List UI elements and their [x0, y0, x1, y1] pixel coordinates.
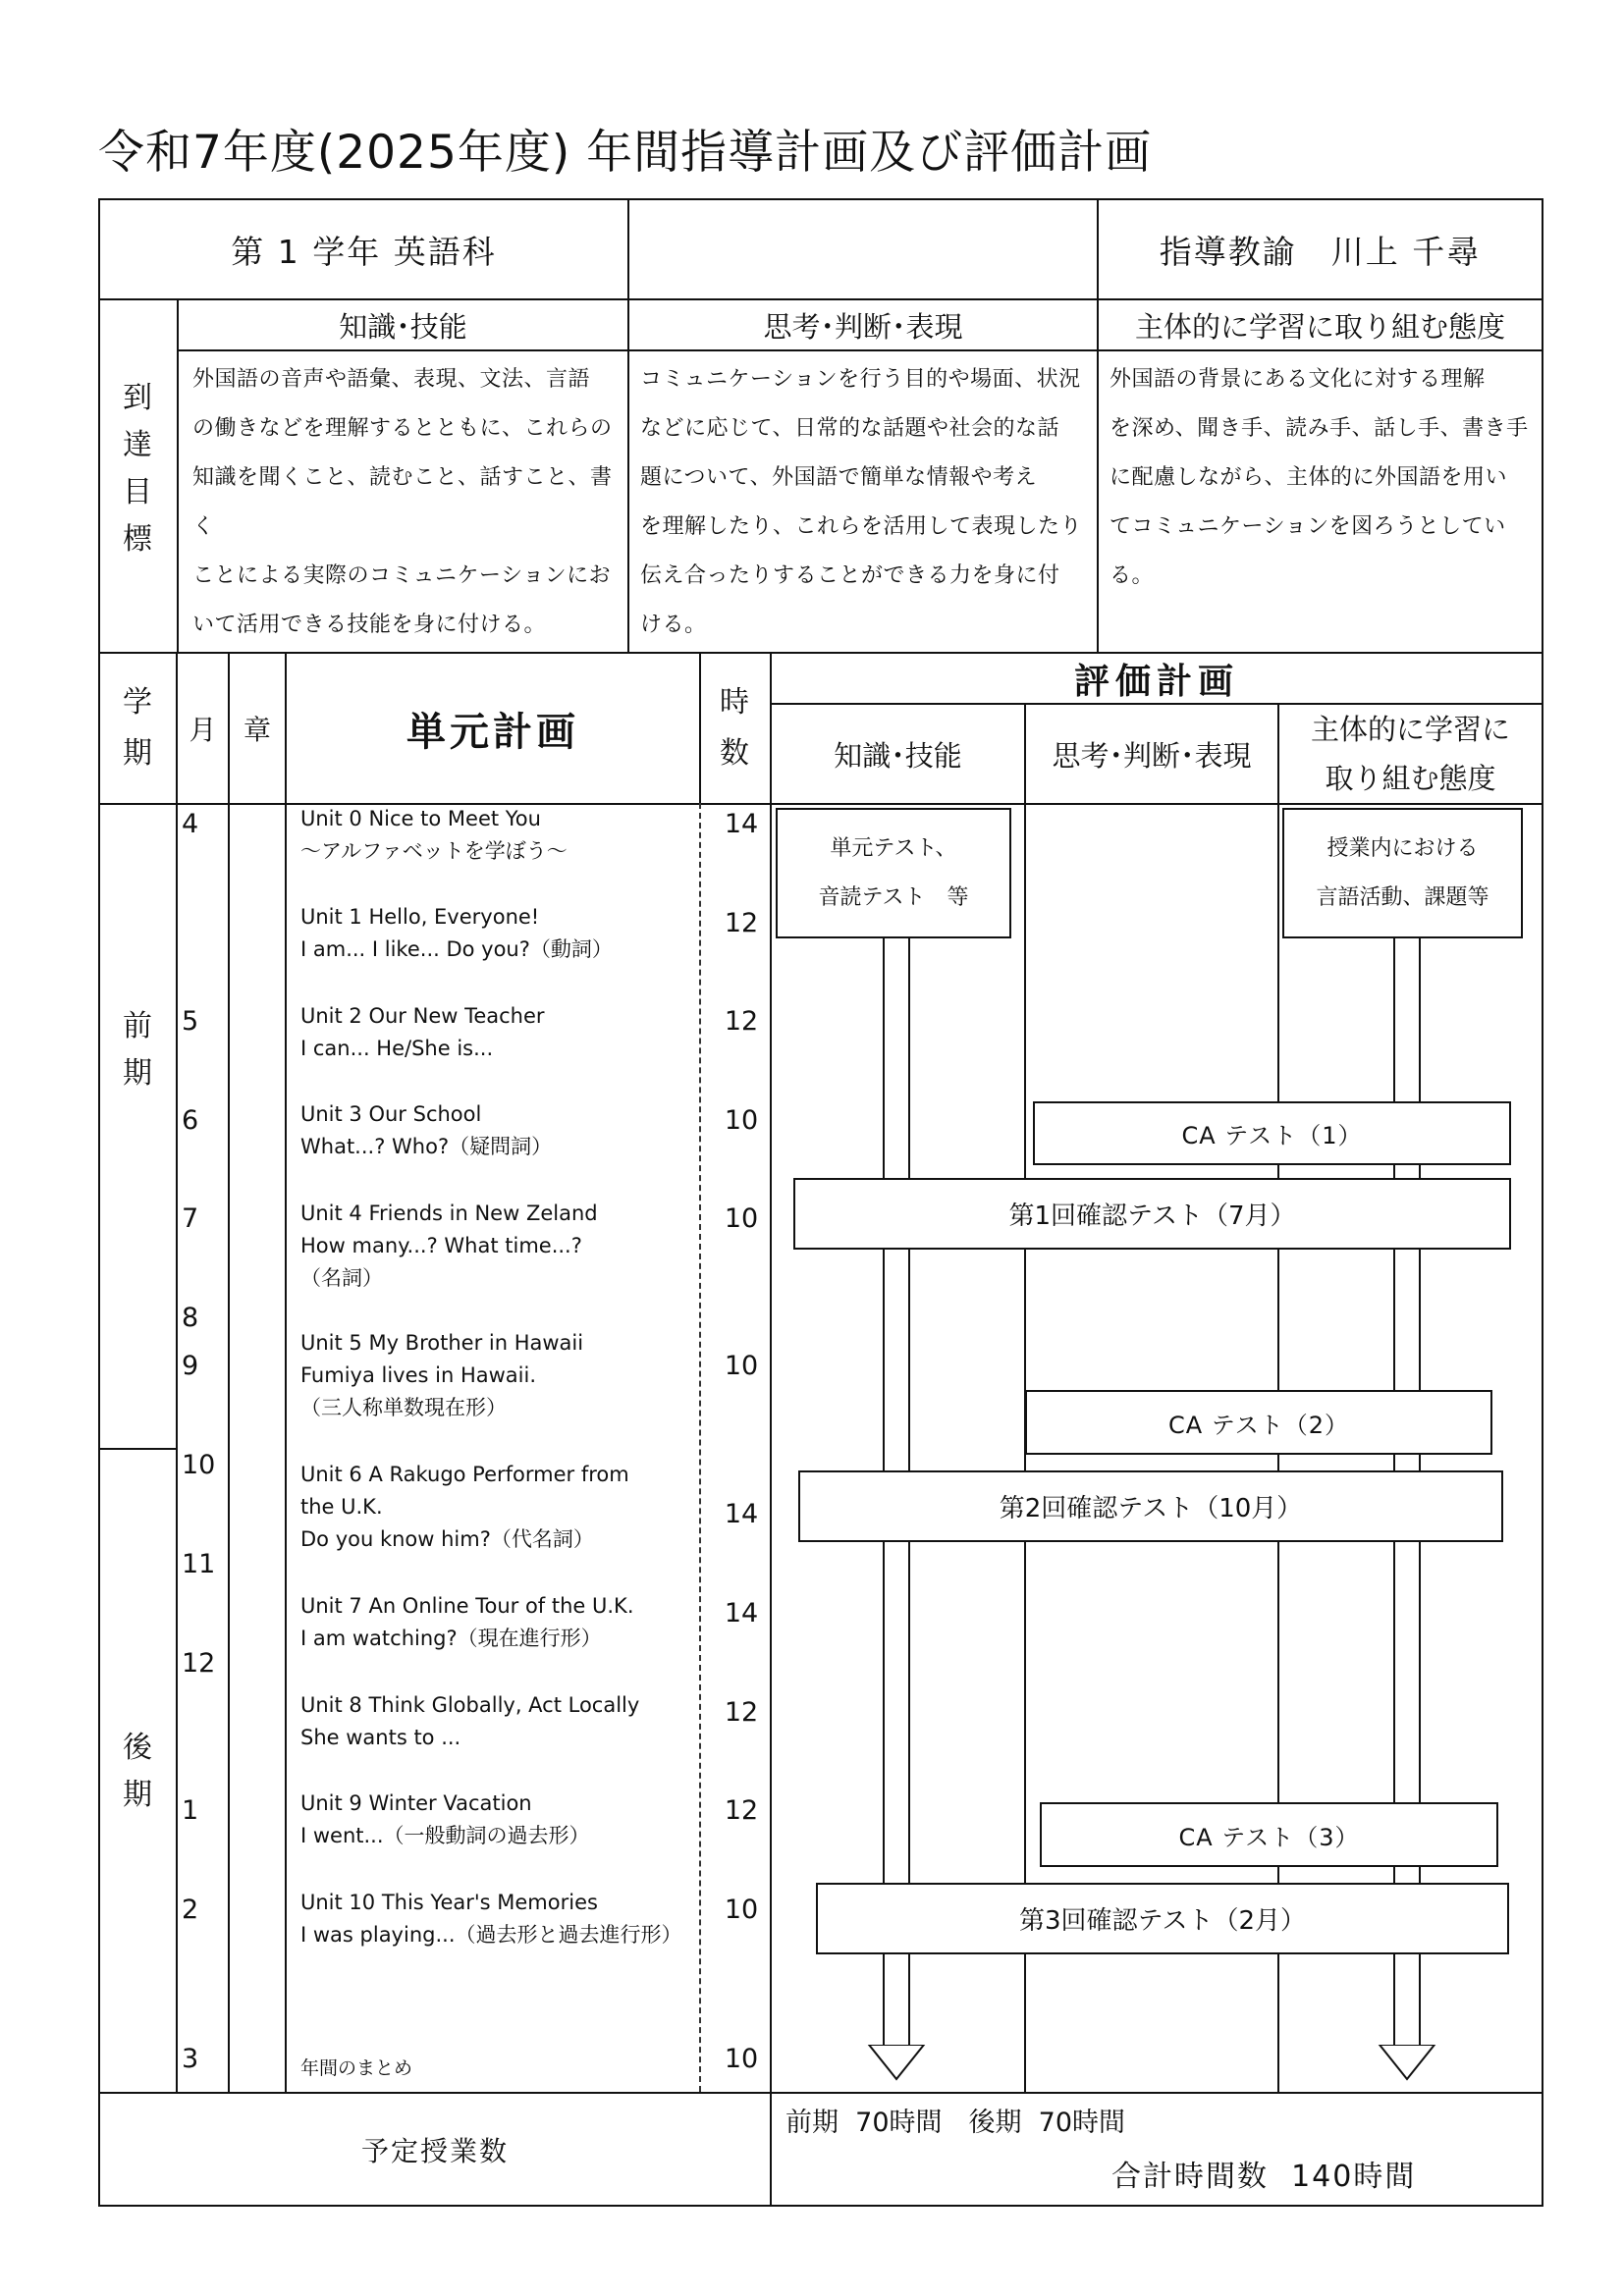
term-first: 前 期 [123, 1009, 152, 1091]
month-label: 4 [182, 809, 199, 839]
page-title: 令和7年度(2025年度) 年間指導計画及び評価計画 [98, 126, 1153, 180]
month-label: 8 [182, 1303, 199, 1333]
check-test-1: 第1回確認テスト（7月） [793, 1178, 1511, 1250]
month-label: 5 [182, 1006, 199, 1037]
check-test-2: 第2回確認テスト（10月） [798, 1470, 1503, 1542]
month-label: 9 [182, 1351, 199, 1381]
month-label: 6 [182, 1105, 199, 1136]
scheduled-lessons-label: 予定授業数 [360, 2134, 509, 2167]
unit-hours: 10 [724, 1203, 759, 1234]
unit-hours: 10 [724, 1105, 759, 1136]
unit-5: Unit 5 My Brother in Hawaii Fumiya lives in Hawaii. （三人称単数現在形） [300, 1331, 584, 1419]
goal-attitude-text: 外国語の背景にある文化に対する理解 を深め、聞き手、読み手、話し手、書き手 に配慮しながら、主体的に外国語を用い てコミュニケーションを図ろうとしている。 [1110, 367, 1529, 588]
month-label: 12 [182, 1648, 216, 1679]
goal-thinking-text: コミュニケーションを行う目的や場面、状況 などに応じて、日常的な話題や社会的な話 題について、外国語で簡単な情報や考え を理解したり、これらを活用して表現したり 伝え合ったりすることができる力を身に付 ける。 [640, 367, 1083, 637]
unit-hours: 12 [724, 908, 759, 938]
month-label: 3 [182, 2044, 199, 2074]
unit-3: Unit 3 Our School What...? Who?（疑問詞） [300, 1102, 553, 1158]
knowledge-arrow-head [867, 2045, 926, 2082]
goal-header-knowledge: 知識･技能 [339, 309, 467, 344]
unit-summary: 年間のまとめ [300, 2057, 413, 2079]
unit-0: Unit 0 Nice to Meet You ～アルファベットを学ぼう～ [300, 807, 568, 863]
knowledge-assessment-box: 単元テスト、 音読テスト 等 [776, 808, 1011, 938]
eval-attitude-header: 主体的に学習に 取り組む態度 [1310, 713, 1510, 795]
unit-7: Unit 7 An Online Tour of the U.K. I am watching?（現在進行形） [300, 1594, 634, 1650]
unit-2: Unit 2 Our New Teacher I can... He/She is... [300, 1004, 545, 1060]
unit-10: Unit 10 This Year's Memories I was playing...（過去形と過去進行形） [300, 1891, 682, 1947]
month-label: 11 [182, 1549, 216, 1579]
term-second: 後 期 [123, 1731, 152, 1812]
goals-label: 到 達 目 標 [123, 381, 152, 557]
eval-knowledge-header: 知識･技能 [834, 738, 962, 773]
unit-hours: 10 [724, 2044, 759, 2074]
attitude-assessment-box: 授業内における 言語活動、課題等 [1282, 808, 1523, 938]
teacher-name: 指導教諭 川上 千尋 [1159, 232, 1482, 271]
unit-4: Unit 4 Friends in New Zeland How many...? What time...? （名詞） [300, 1201, 598, 1290]
unit-hours: 12 [724, 1006, 759, 1037]
total-hours: 合計時間数 140時間 [1111, 2160, 1417, 2194]
term-header: 学 期 [123, 685, 152, 771]
goal-knowledge-text: 外国語の音声や語彙、表現、文法、言語 の働きなどを理解するとともに、これらの 知識を聞くこと、読むこと、話すこと、書く ことによる実際のコミュニケーションにお いて活用できる技能を身に付ける。 [192, 367, 613, 637]
unit-plan-header: 単元計画 [406, 709, 579, 755]
month-label: 1 [182, 1795, 199, 1826]
eval-thinking-header: 思考･判断･表現 [1052, 738, 1252, 773]
hours-header: 時 数 [720, 685, 749, 771]
unit-9: Unit 9 Winter Vacation I went...（一般動詞の過去形） [300, 1791, 590, 1847]
unit-hours: 14 [724, 809, 759, 839]
attitude-arrow-head [1378, 2045, 1436, 2082]
goal-header-thinking: 思考･判断･表現 [763, 309, 963, 344]
month-label: 7 [182, 1203, 199, 1234]
month-label: 2 [182, 1895, 199, 1925]
ca-test-1: CA テスト（1） [1033, 1101, 1511, 1165]
unit-hours: 10 [724, 1895, 759, 1925]
month-label: 10 [182, 1450, 216, 1480]
chapter-header: 章 [243, 714, 271, 746]
goal-header-attitude: 主体的に学習に取り組む態度 [1134, 309, 1505, 344]
unit-hours: 12 [724, 1795, 759, 1826]
unit-6: Unit 6 A Rakugo Performer from the U.K. Do you know him?（代名詞） [300, 1463, 629, 1551]
unit-hours: 14 [724, 1499, 759, 1529]
ca-test-2: CA テスト（2） [1025, 1390, 1492, 1455]
unit-hours: 14 [724, 1598, 759, 1629]
check-test-3: 第3回確認テスト（2月） [816, 1883, 1509, 1954]
ca-test-3: CA テスト（3） [1040, 1802, 1498, 1867]
unit-8: Unit 8 Think Globally, Act Locally She wants to ... [300, 1693, 640, 1749]
eval-plan-header: 評価計画 [1073, 661, 1239, 702]
month-header: 月 [189, 714, 217, 746]
unit-1: Unit 1 Hello, Everyone! I am... I like... Do you?（動詞） [300, 905, 613, 961]
grade-subject: 第 1 学年 英語科 [231, 232, 497, 271]
unit-hours: 10 [724, 1351, 759, 1381]
unit-hours: 12 [724, 1697, 759, 1728]
term-hours: 前期 70時間 後期 70時間 [785, 2108, 1126, 2138]
